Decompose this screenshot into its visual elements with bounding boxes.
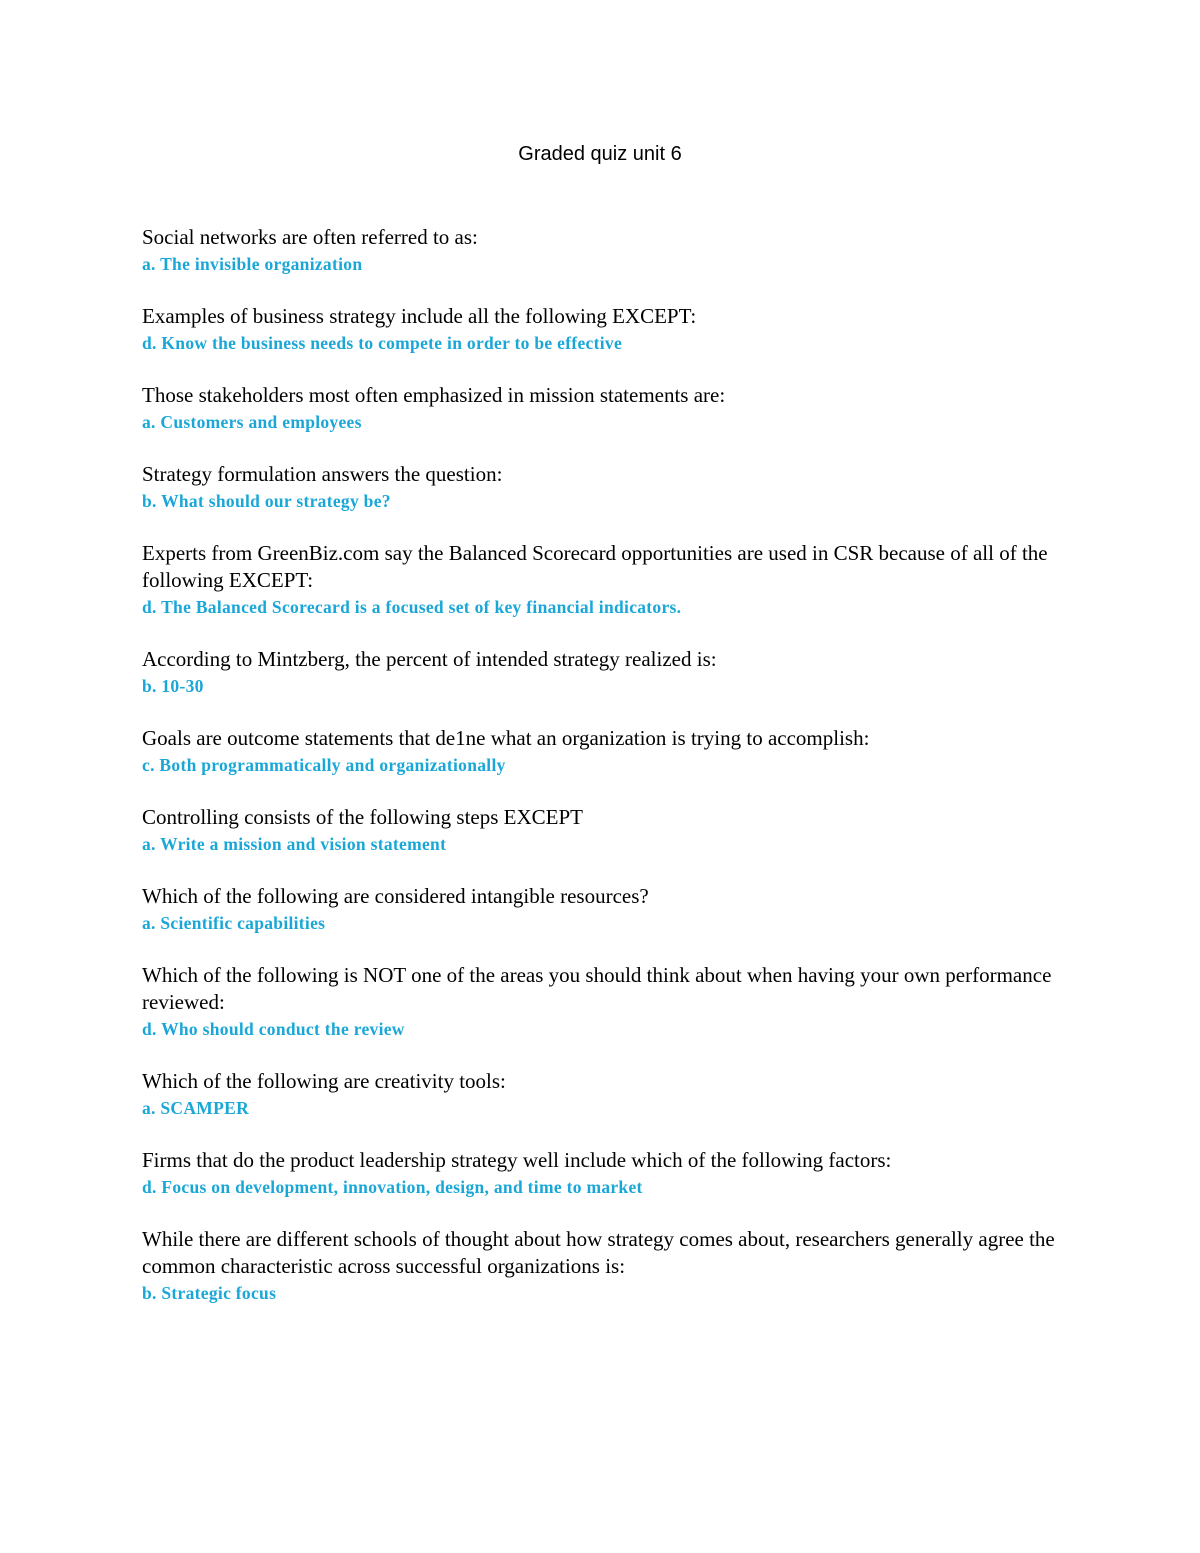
question-text: According to Mintzberg, the percent of intended strategy realized is: — [142, 647, 717, 671]
question-item — [142, 1147, 1062, 1200]
question-item — [142, 540, 1062, 620]
question-item — [142, 646, 1062, 699]
answer-text: d. The Balanced Scorecard is a focused set of key financial indicators. — [142, 597, 682, 617]
document-title: Graded quiz unit 6 — [518, 143, 682, 165]
answer-text: b. What should our strategy be? — [142, 491, 391, 511]
question-item — [142, 725, 1062, 778]
question-item — [142, 382, 1062, 435]
question-text: Examples of business strategy include all the following EXCEPT: — [142, 304, 697, 328]
question-text: Which of the following are creativity tools: — [142, 1069, 506, 1093]
answer-text: c. Both programmatically and organizationally — [142, 755, 506, 775]
question-text: Strategy formulation answers the question: — [142, 462, 503, 486]
question-text: Experts from GreenBiz.com say the Balanced Scorecard opportunities are used in CSR because of all of the following EXCEPT: — [142, 541, 1048, 592]
answer-text: a. SCAMPER — [142, 1098, 250, 1118]
question-item — [142, 303, 1062, 356]
answer-text: b. Strategic focus — [142, 1283, 277, 1303]
question-text: Controlling consists of the following steps EXCEPT — [142, 805, 583, 829]
question-text: Social networks are often referred to as: — [142, 225, 478, 249]
question-text: While there are different schools of thought about how strategy comes about, researchers generally agree the common characteristic across successful organizations is: — [142, 1227, 1055, 1278]
question-item — [142, 224, 1062, 277]
answer-text: a. Scientific capabilities — [142, 913, 326, 933]
question-list — [142, 224, 1062, 1332]
question-text: Firms that do the product leadership strategy well include which of the following factors: — [142, 1148, 892, 1172]
question-item — [142, 1226, 1062, 1306]
question-text: Which of the following is NOT one of the areas you should think about when having your own performance reviewed: — [142, 963, 1052, 1014]
answer-text: a. Customers and employees — [142, 412, 362, 432]
question-item — [142, 883, 1062, 936]
answer-text: b. 10-30 — [142, 676, 204, 696]
question-text: Goals are outcome statements that de1ne what an organization is trying to accomplish: — [142, 726, 870, 750]
answer-text: d. Focus on development, innovation, design, and time to market — [142, 1177, 643, 1197]
answer-text: a. Write a mission and vision statement — [142, 834, 447, 854]
question-item — [142, 962, 1062, 1042]
question-item — [142, 1068, 1062, 1121]
answer-text: d. Who should conduct the review — [142, 1019, 405, 1039]
question-item — [142, 804, 1062, 857]
answer-text: a. The invisible organization — [142, 254, 363, 274]
question-text: Those stakeholders most often emphasized in mission statements are: — [142, 383, 726, 407]
question-text: Which of the following are considered intangible resources? — [142, 884, 649, 908]
answer-text: d. Know the business needs to compete in order to be effective — [142, 333, 623, 353]
question-item — [142, 461, 1062, 514]
